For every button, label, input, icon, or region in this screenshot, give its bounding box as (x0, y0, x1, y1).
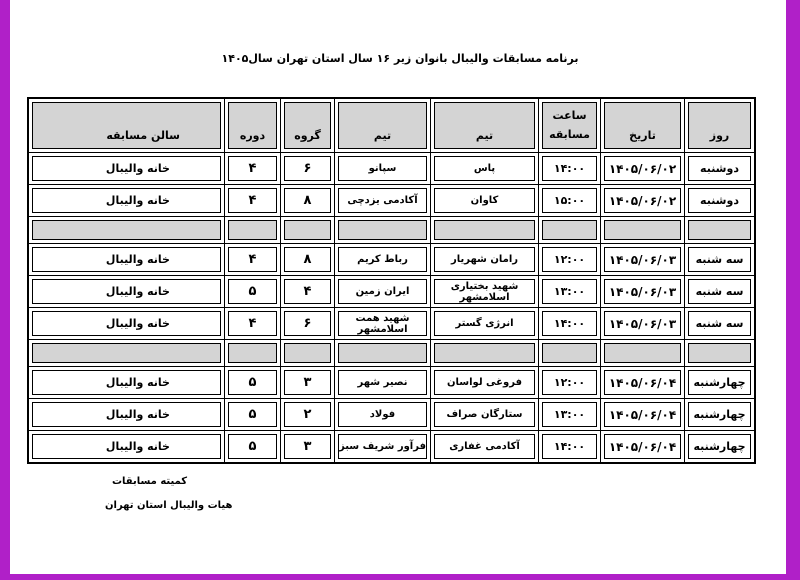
cell-team-a: فروغی لواسان (430, 367, 538, 398)
schedule-table (27, 97, 756, 464)
cell-group: ۶ (280, 308, 334, 339)
cell-time: ۱۴:۰۰ (538, 153, 600, 184)
cell-time: ۱۲:۰۰ (538, 367, 600, 398)
cell-hall: خانه والیبال (29, 244, 224, 275)
cell-date: ۱۴۰۵/۰۶/۰۴ (600, 399, 684, 430)
cell-day: چهارشنبه (684, 399, 754, 430)
cell-team-b: نصیر شهر (334, 367, 430, 398)
footer-federation: هیات والیبال استان تهران (105, 500, 233, 511)
table-row (29, 243, 754, 275)
cell-day: سه شنبه (684, 244, 754, 275)
cell-time: ۱۴:۰۰ (538, 308, 600, 339)
document-title: برنامه مسابقات والیبال بانوان زیر ۱۶ سال استان تهران سال۱۴۰۵ (221, 52, 579, 65)
cell-team-b: آکادمی یزدچی (334, 185, 430, 216)
cell-round: ۵ (224, 431, 280, 462)
table-row (29, 430, 754, 462)
footer-committee: کمیته مسابقات (112, 476, 188, 487)
right-frame-border (786, 0, 800, 580)
cell-group: ۳ (280, 431, 334, 462)
table-row (29, 307, 754, 339)
cell-team-b: شهید همت اسلامشهر (334, 308, 430, 339)
cell-hall: خانه والیبال (29, 153, 224, 184)
cell-group: ۳ (280, 367, 334, 398)
cell-hall: خانه والیبال (29, 185, 224, 216)
cell-team-b: ایران زمین (334, 276, 430, 307)
header-team-a: تیم (430, 99, 538, 152)
table-row (29, 275, 754, 307)
header-date: تاریخ (600, 99, 684, 152)
header-time: ساعت مسابقه (538, 99, 600, 152)
cell-round: ۴ (224, 185, 280, 216)
separator-row (29, 339, 754, 366)
cell-round: ۵ (224, 399, 280, 430)
cell-team-a: آکادمی غفاری (430, 431, 538, 462)
cell-group: ۲ (280, 399, 334, 430)
cell-time: ۱۳:۰۰ (538, 276, 600, 307)
bottom-frame-border (0, 574, 800, 580)
header-day: روز (684, 99, 754, 152)
left-frame-border (0, 0, 10, 580)
cell-day: چهارشنبه (684, 431, 754, 462)
cell-day: سه شنبه (684, 308, 754, 339)
cell-team-a: کاوان (430, 185, 538, 216)
cell-day: سه شنبه (684, 276, 754, 307)
table-header-row (29, 99, 754, 152)
cell-round: ۴ (224, 244, 280, 275)
cell-date: ۱۴۰۵/۰۶/۰۴ (600, 431, 684, 462)
cell-hall: خانه والیبال (29, 276, 224, 307)
cell-hall: خانه والیبال (29, 431, 224, 462)
cell-date: ۱۴۰۵/۰۶/۰۳ (600, 244, 684, 275)
table-row (29, 366, 754, 398)
cell-team-a: شهید بختیاری اسلامشهر (430, 276, 538, 307)
table-row (29, 152, 754, 184)
cell-round: ۵ (224, 276, 280, 307)
cell-group: ۴ (280, 276, 334, 307)
cell-hall: خانه والیبال (29, 399, 224, 430)
header-group: گروه (280, 99, 334, 152)
cell-group: ۸ (280, 185, 334, 216)
cell-date: ۱۴۰۵/۰۶/۰۳ (600, 276, 684, 307)
header-team-b: تیم (334, 99, 430, 152)
cell-date: ۱۴۰۵/۰۶/۰۲ (600, 153, 684, 184)
cell-team-b: سپانو (334, 153, 430, 184)
cell-time: ۱۲:۰۰ (538, 244, 600, 275)
cell-time: ۱۵:۰۰ (538, 185, 600, 216)
cell-group: ۸ (280, 244, 334, 275)
cell-hall: خانه والیبال (29, 367, 224, 398)
cell-team-a: رامان شهریار (430, 244, 538, 275)
cell-time: ۱۴:۰۰ (538, 431, 600, 462)
cell-team-a: ستارگان صراف (430, 399, 538, 430)
cell-hall: خانه والیبال (29, 308, 224, 339)
table-row (29, 184, 754, 216)
cell-group: ۶ (280, 153, 334, 184)
cell-team-a: پاس (430, 153, 538, 184)
cell-day: دوشنبه (684, 153, 754, 184)
header-round: دوره (224, 99, 280, 152)
cell-round: ۴ (224, 153, 280, 184)
cell-date: ۱۴۰۵/۰۶/۰۲ (600, 185, 684, 216)
cell-time: ۱۳:۰۰ (538, 399, 600, 430)
cell-date: ۱۴۰۵/۰۶/۰۴ (600, 367, 684, 398)
cell-team-b: فرآور شریف سبز (334, 431, 430, 462)
cell-team-a: انرژی گستر (430, 308, 538, 339)
separator-row (29, 216, 754, 243)
cell-day: دوشنبه (684, 185, 754, 216)
cell-team-b: فولاد (334, 399, 430, 430)
cell-day: چهارشنبه (684, 367, 754, 398)
header-hall: سالن مسابقه (29, 99, 224, 152)
table-row (29, 398, 754, 430)
cell-date: ۱۴۰۵/۰۶/۰۳ (600, 308, 684, 339)
cell-round: ۵ (224, 367, 280, 398)
cell-round: ۴ (224, 308, 280, 339)
cell-team-b: رباط کریم (334, 244, 430, 275)
